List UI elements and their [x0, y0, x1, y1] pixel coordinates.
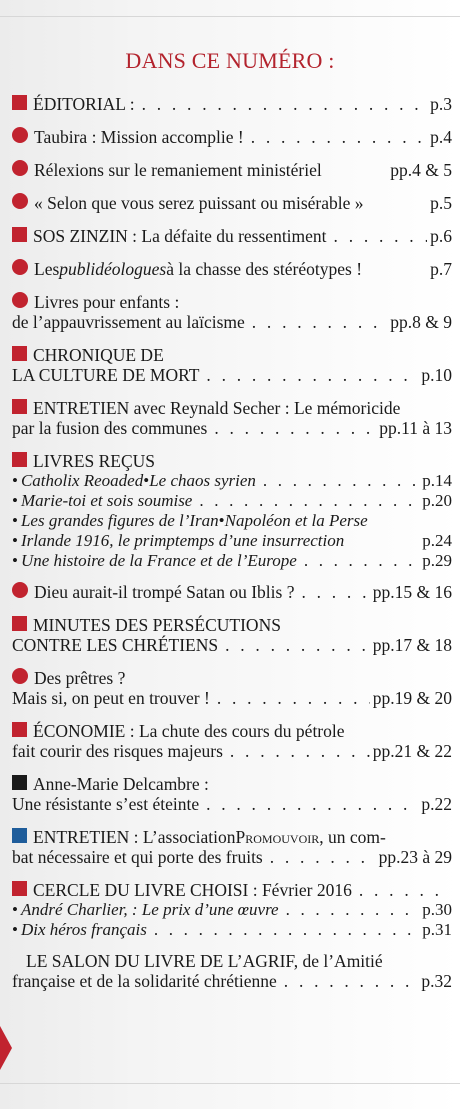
entry-title-post: à la chasse des stéréotypes !	[166, 259, 363, 279]
toc-entry-editorial[interactable]	[12, 94, 452, 114]
entry-title-line2: par la fusion des communes	[12, 418, 208, 438]
book-item[interactable]: • Marie-toi et sois soumise . . . p.20	[12, 491, 452, 511]
entry-title-line2: CONTRE LES CHRÉTIENS	[12, 635, 219, 655]
toc-entry-entretien-promouvoir[interactable]: ENTRETIEN : L’association Promouvoir , un com- bat nécessaire et qui porte des fruits . . . pp.23 à 29	[12, 827, 452, 867]
entry-page: p.22	[421, 794, 452, 814]
red-square-icon	[12, 399, 27, 414]
entry-title-line1: ÉCONOMIE : La chute des cours du pétrole	[33, 721, 345, 741]
entry-title: LIVRES REÇUS	[33, 451, 156, 471]
toc-entry-publideologues[interactable]	[12, 259, 452, 279]
entry-page: p.5	[430, 193, 452, 213]
entry-title: Dieu aurait-il trompé Satan ou Iblis ?	[34, 582, 295, 602]
entry-title: CERCLE DU LIVRE CHOISI : Février 2016	[33, 880, 352, 900]
red-square-icon	[12, 616, 27, 631]
book-item[interactable]: • André Charlier, : Le prix d’une œuvre . . . p.30	[12, 900, 452, 920]
entry-title-emphasis: publidéologues	[59, 259, 167, 279]
entry-page: p.3	[430, 94, 452, 114]
entry-page: p.29	[422, 551, 452, 570]
entry-page: p.4	[430, 127, 452, 147]
book-item[interactable]: • Les grandes figures de l’Iran • Napoléon et la Perse	[12, 511, 368, 530]
red-circle-icon	[12, 582, 28, 598]
black-square-icon	[12, 775, 27, 790]
entry-page: p.24	[422, 531, 452, 550]
red-circle-icon	[12, 160, 28, 176]
entry-title-line2: Mais si, on peut en trouver !	[12, 688, 210, 708]
toc-entry-remaniement[interactable]	[12, 160, 452, 180]
entry-title-line1: ENTRETIEN avec Reynald Secher : Le mémoricide	[33, 398, 401, 418]
toc-entry-entretien-secher[interactable]	[12, 398, 452, 438]
red-square-icon	[12, 722, 27, 737]
toc-entry-dieu-satan[interactable]	[12, 582, 452, 602]
red-square-icon	[12, 881, 27, 896]
toc-entry-salon-du-livre[interactable]	[12, 951, 452, 991]
bottom-divider	[0, 1083, 460, 1084]
entry-title-line2: fait courir des risques majeurs	[12, 741, 223, 761]
book-item[interactable]: • Irlande 1916, le primptemps d’une insurrection p.24	[12, 531, 452, 550]
entry-title-line1: LE SALON DU LIVRE DE L’AGRIF, de l’Amitié	[26, 951, 383, 971]
toc-list	[12, 94, 452, 1004]
toc-entry-anne-marie-delcambre[interactable]	[12, 774, 452, 814]
entry-title: « Selon que vous serez puissant ou misérable »	[34, 193, 364, 213]
entry-title-line2: Une résistante s’est éteinte	[12, 794, 200, 814]
entry-title: SOS ZINZIN : La défaite du ressentiment	[33, 226, 327, 246]
red-square-icon	[12, 346, 27, 361]
red-circle-icon	[12, 292, 28, 308]
contents-heading: DANS CE NUMÉRO :	[125, 48, 335, 73]
toc-entry-livres-enfants[interactable]	[12, 292, 452, 332]
entry-page: p.6	[430, 226, 452, 246]
entry-page: p.20	[422, 491, 452, 510]
entry-page: p.32	[421, 971, 452, 991]
book-item[interactable]: • Dix héros français . . . p.31	[12, 920, 452, 940]
entry-page: pp.8 & 9	[390, 312, 452, 332]
entry-title-pre: Les	[34, 259, 60, 279]
toc-entry-taubira[interactable]	[12, 127, 452, 147]
entry-title-line1: Anne-Marie Delcambre :	[33, 774, 209, 794]
entry-title-line1: MINUTES DES PERSÉCUTIONS	[33, 615, 281, 635]
toc-entry-chronique[interactable]	[12, 345, 452, 385]
book-item[interactable]: • Catholix Reoaded • Le chaos syrien . . . p.14	[12, 471, 452, 491]
entry-page: p.31	[422, 920, 452, 939]
red-circle-icon	[12, 259, 28, 275]
entry-title: ÉDITORIAL :	[33, 94, 135, 114]
entry-title-line2: française et de la solidarité chrétienne	[12, 971, 277, 991]
entry-title-line2: de l’appauvrissement au laïcisme	[12, 312, 245, 332]
entry-page: p.7	[430, 259, 452, 279]
entry-title-line2: bat nécessaire et qui porte des fruits	[12, 847, 263, 867]
entry-page: pp.17 & 18	[372, 635, 452, 655]
entry-title-line2: LA CULTURE DE MORT	[12, 365, 200, 385]
entry-page: pp.23 à 29	[378, 847, 452, 867]
red-square-icon	[12, 227, 27, 242]
red-circle-icon	[12, 127, 28, 143]
book-item[interactable]: • Une histoire de la France et de l’Europe . . . p.29	[12, 551, 452, 571]
entry-page: p.14	[422, 471, 452, 490]
blue-square-icon	[12, 828, 27, 843]
toc-entry-economie[interactable]	[12, 721, 452, 761]
entry-title-line1: Livres pour enfants :	[34, 292, 180, 312]
toc-entry-sos-zinzin[interactable]	[12, 226, 452, 246]
entry-page: pp.4 & 5	[390, 160, 452, 180]
red-circle-icon	[12, 193, 28, 209]
entry-title: Rélexions sur le remaniement ministériel	[34, 160, 322, 180]
red-circle-icon	[12, 668, 28, 684]
toc-entry-minutes-persecutions[interactable]	[12, 615, 452, 655]
toc-entry-selon-que[interactable]	[12, 193, 452, 213]
entry-title-line1: CHRONIQUE DE	[33, 345, 164, 365]
entry-title: Taubira : Mission accomplie !	[34, 127, 244, 147]
top-divider	[0, 16, 460, 17]
entry-page: p.10	[421, 365, 452, 385]
entry-page: pp.15 & 16	[372, 582, 452, 602]
red-square-icon	[12, 95, 27, 110]
red-arrow-icon	[0, 1026, 12, 1070]
association-name: Promouvoir	[235, 827, 320, 847]
toc-entry-des-pretres[interactable]	[12, 668, 452, 708]
entry-page: p.30	[422, 900, 452, 919]
entry-page: pp.21 & 22	[372, 741, 452, 761]
toc-entry-livres-recus[interactable]	[12, 451, 452, 571]
entry-page: pp.19 & 20	[372, 688, 452, 708]
entry-page: pp.11 à 13	[379, 418, 452, 438]
toc-entry-cercle-livre[interactable]	[12, 880, 452, 940]
red-square-icon	[12, 452, 27, 467]
entry-title-line1: Des prêtres ?	[34, 668, 126, 688]
